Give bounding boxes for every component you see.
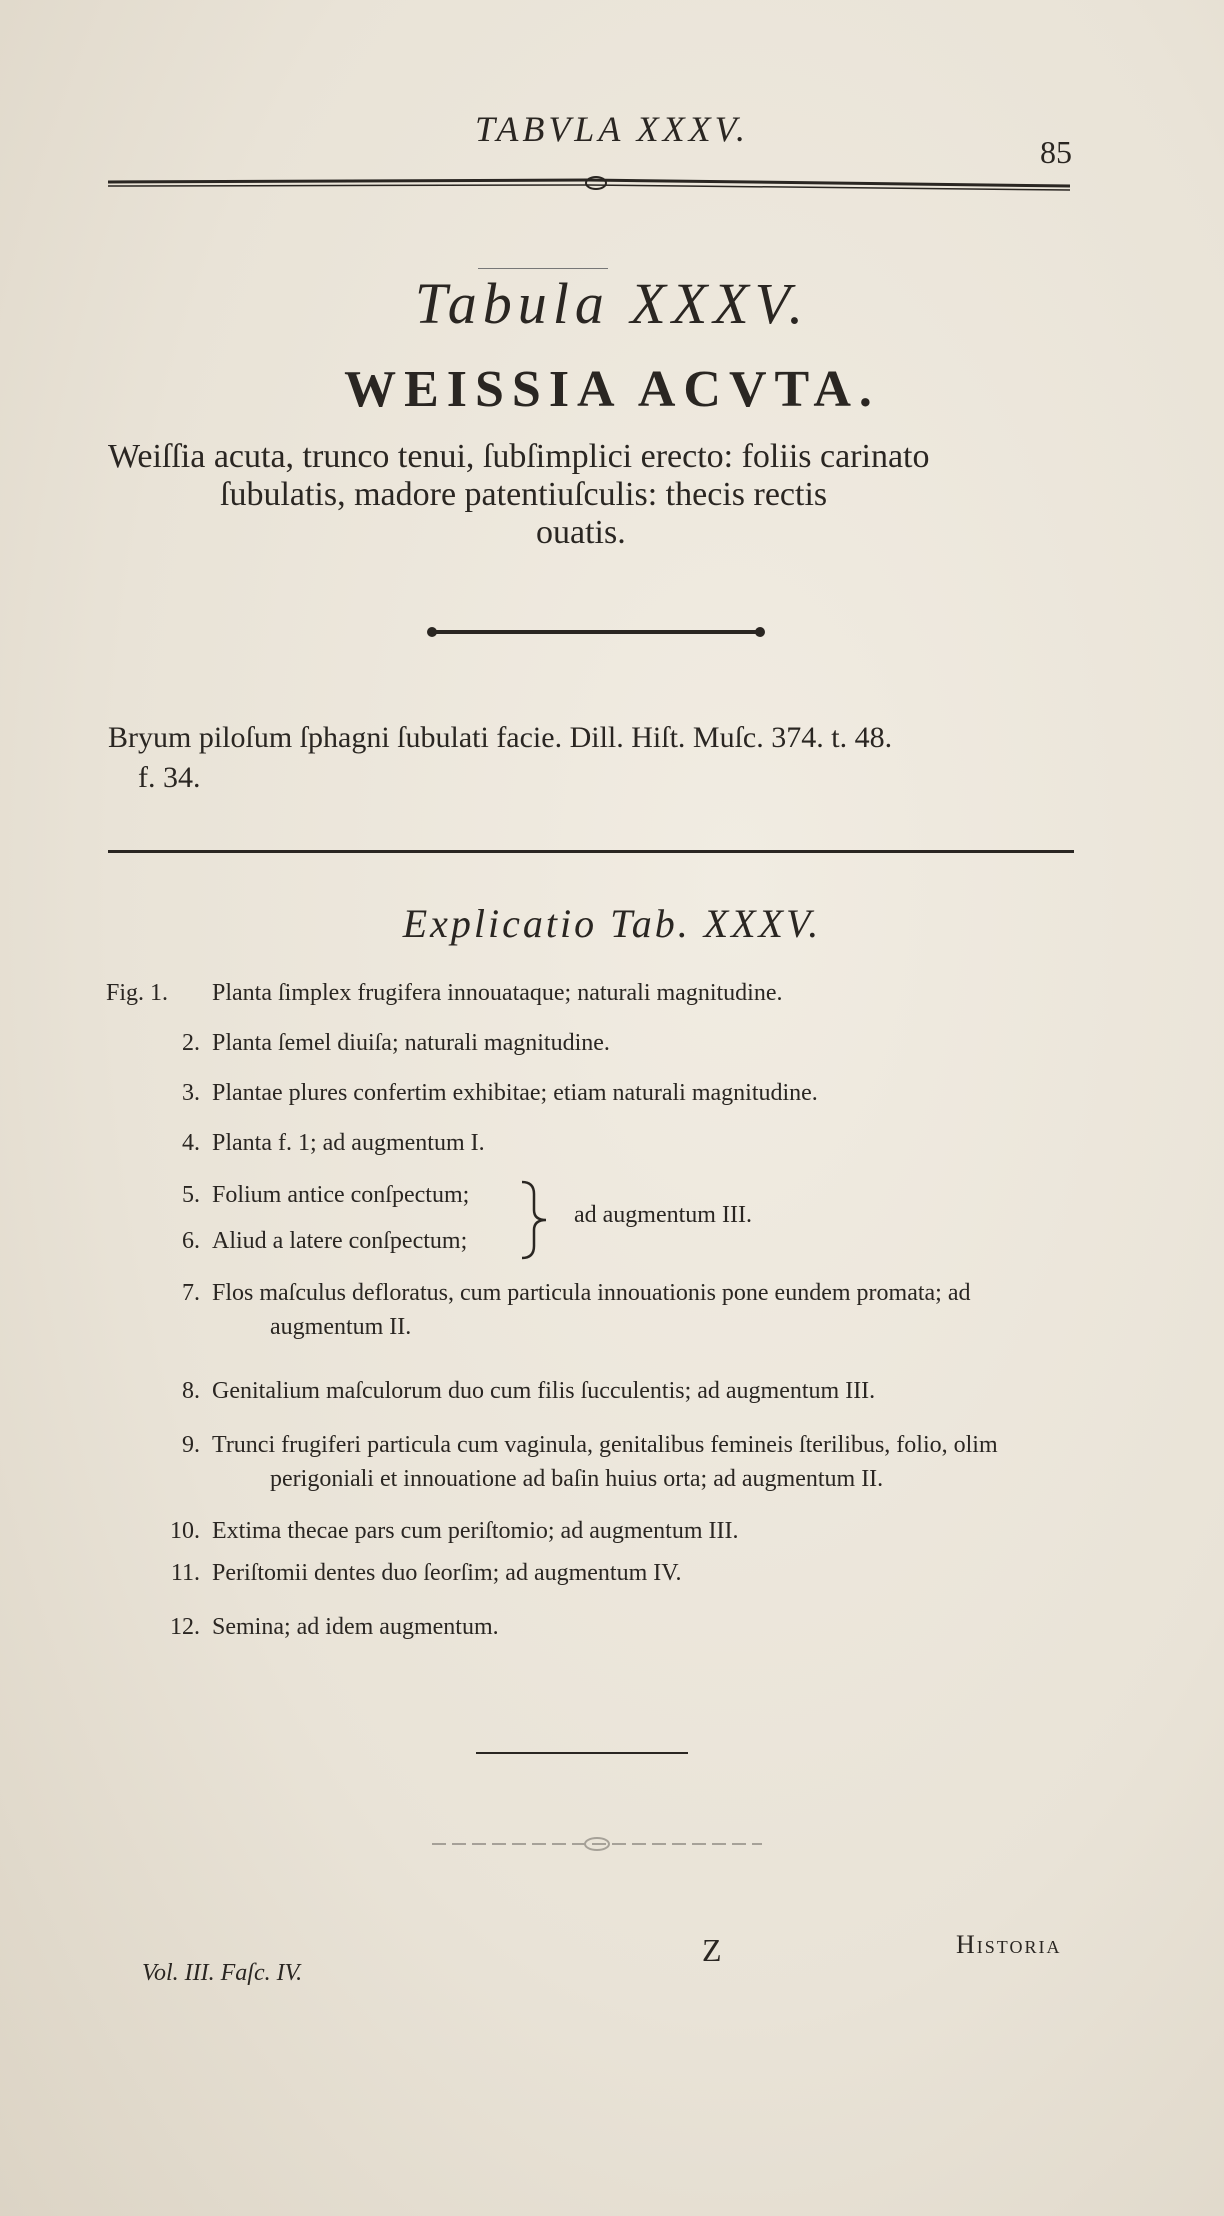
synonym-citation	[108, 718, 1074, 798]
braced-figure-group	[100, 1178, 1080, 1262]
brace-label: ad augmentum III.	[574, 1202, 752, 1228]
ornamental-rule-top	[108, 172, 1070, 194]
catchword: Historia	[956, 1930, 1062, 1959]
figure-number: 4.	[182, 1130, 200, 1156]
figure-number: 5.	[182, 1182, 200, 1208]
figure-description: Planta ſimplex frugifera innouataque; naturali magnitudine.	[212, 980, 783, 1006]
figure-number: 12.	[170, 1614, 200, 1640]
figure-number: 3.	[182, 1080, 200, 1106]
figure-number: 11.	[170, 1560, 200, 1586]
figure-description	[212, 1276, 1078, 1344]
synonym-line-1: Bryum piloſum ſphagni ſubulati facie. Dill. Hiſt. Muſc. 374. t. 48.	[108, 721, 893, 754]
figure-number: 2.	[182, 1030, 200, 1056]
explicatio-title: Explicatio Tab. XXXV.	[402, 901, 822, 946]
figure-description: Periſtomii dentes duo ſeorſim; ad augmentum IV.	[212, 1560, 682, 1586]
figure-number: Fig. 1.	[106, 980, 169, 1006]
figure-number: 6.	[182, 1228, 200, 1254]
page-number: 85	[1040, 134, 1072, 170]
closing-rule	[476, 1752, 688, 1754]
figure-description-line-2: perigoniali et innouatione ad baſin huius orta; ad augmentum II.	[270, 1466, 884, 1492]
figure-description	[212, 1428, 1078, 1496]
curly-brace	[514, 1180, 554, 1260]
diagnosis-line-3: ouatis.	[536, 514, 626, 551]
figure-number: 10.	[170, 1518, 200, 1544]
plate-heading: Tabula XXXV.	[414, 271, 810, 336]
figure-description: Planta ſemel diuiſa; naturali magnitudine.	[212, 1030, 610, 1056]
signature-mark: Z	[702, 1932, 722, 1968]
synonym-line-2: f. 34.	[138, 761, 201, 794]
species-name: WEISSIA ACVTA.	[344, 361, 880, 418]
figure-description: Aliud a latere conſpectum;	[212, 1228, 468, 1254]
figure-number: 8.	[182, 1378, 200, 1404]
diagnosis-line-1: Weiſſia acuta, trunco tenui, ſubſimplici erecto: foliis carinato	[108, 438, 930, 475]
section-rule	[108, 850, 1074, 853]
figure-description-line-1: Trunci frugiferi particula cum vaginula, genitalibus femineis ſterilibus, folio, olim	[212, 1432, 998, 1458]
species-diagnosis	[108, 438, 1074, 552]
figure-description: Genitalium maſculorum duo cum filis ſucculentis; ad augmentum III.	[212, 1378, 876, 1404]
figure-description-line-2: augmentum II.	[270, 1314, 412, 1340]
ornamental-rule-middle	[426, 622, 766, 642]
figure-number: 7.	[182, 1280, 200, 1306]
figure-description: Folium antice conſpectum;	[212, 1182, 470, 1208]
figure-description: Semina; ad idem augmentum.	[212, 1614, 499, 1640]
figure-description: Plantae plures confertim exhibitae; etiam naturali magnitudine.	[212, 1080, 818, 1106]
short-rule	[478, 268, 608, 269]
diagnosis-line-2: ſubulatis, madore patentiuſculis: thecis rectis	[220, 476, 828, 513]
figure-description-line-1: Flos maſculus defloratus, cum particula innouationis pone eundem promata; ad	[212, 1280, 971, 1306]
figure-description: Extima thecae pars cum periſtomio; ad augmentum III.	[212, 1518, 739, 1544]
figure-description: Planta f. 1; ad augmentum I.	[212, 1130, 485, 1156]
volume-fascicle: Vol. III. Faſc. IV.	[142, 1960, 303, 1986]
figure-number: 9.	[182, 1432, 200, 1458]
bleed-through-ornament	[432, 1836, 762, 1852]
running-title: TABVLA XXXV.	[474, 109, 749, 149]
